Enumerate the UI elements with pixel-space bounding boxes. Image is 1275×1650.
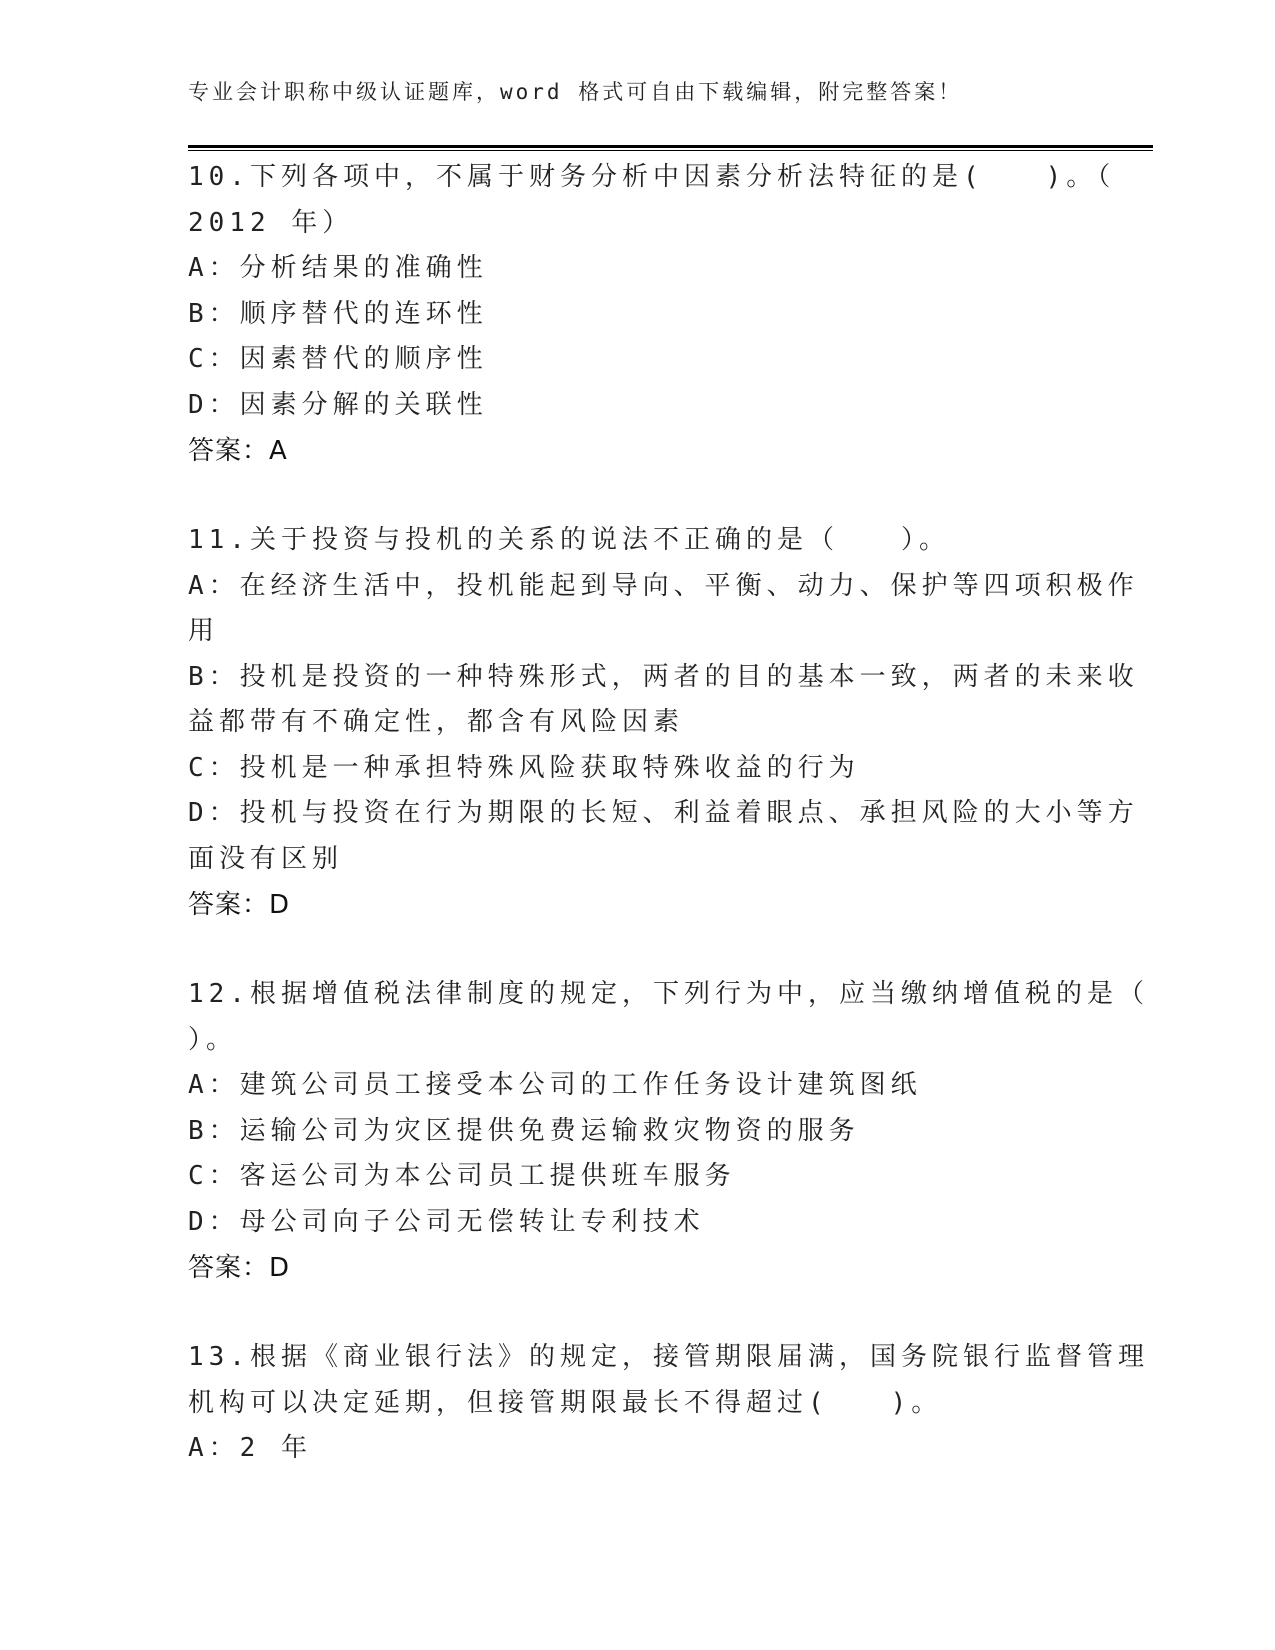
option-a: A：分析结果的准确性 — [188, 253, 488, 283]
option-b: B：顺序替代的连环性 — [188, 298, 488, 329]
question-stem-line: ）。 — [188, 1024, 238, 1055]
question-11 — [188, 518, 1139, 928]
question-stem-line: 10.下列各项中，不属于财务分析中因素分析法特征的是( )。（ — [188, 162, 1116, 192]
question-stem-line: 11.关于投资与投机的关系的说法不正确的是（ ）。 — [188, 525, 950, 555]
option-c: C：因素替代的顺序性 — [188, 344, 488, 374]
question-stem-line: 13.根据《商业银行法》的规定，接管期限届满，国务院银行监督管理 — [188, 1342, 1149, 1372]
answer: 答案：D — [188, 1253, 291, 1283]
header-rule-thin — [188, 150, 1153, 151]
question-13 — [188, 1335, 1149, 1472]
option-c: C：客运公司为本公司员工提供班车服务 — [188, 1161, 736, 1191]
question-stem-line: 2012 年） — [188, 207, 354, 238]
option-d-cont: 面没有区别 — [188, 843, 344, 874]
option-a: A：建筑公司员工接受本公司的工作任务设计建筑图纸 — [188, 1070, 922, 1100]
answer: 答案：A — [188, 436, 288, 466]
question-stem-line: 12.根据增值税法律制度的规定，下列行为中，应当缴纳增值税的是（ — [188, 979, 1149, 1009]
question-10 — [188, 155, 1116, 474]
question-12 — [188, 972, 1149, 1291]
header-rule-thick — [188, 145, 1153, 148]
question-list — [188, 155, 1149, 1516]
option-c: C：投机是一种承担特殊风险获取特殊收益的行为 — [188, 752, 860, 783]
page-header: 专业会计职称中级认证题库，word 格式可自由下载编辑，附完整答案！ — [188, 80, 963, 104]
option-b-cont: 益都带有不确定性，都含有风险因素 — [188, 707, 685, 737]
option-d: D：因素分解的关联性 — [188, 389, 488, 420]
option-a: A：在经济生活中，投机能起到导向、平衡、动力、保护等四项积极作 — [188, 570, 1139, 601]
option-b: B：运输公司为灾区提供免费运输救灾物资的服务 — [188, 1115, 860, 1146]
option-a: A：2 年 — [188, 1433, 312, 1463]
answer: 答案：D — [188, 890, 291, 920]
option-d: D：母公司向子公司无偿转让专利技术 — [188, 1206, 705, 1237]
question-stem-line: 机构可以决定延期，但接管期限最长不得超过( )。 — [188, 1387, 943, 1418]
option-d: D：投机与投资在行为期限的长短、利益着眼点、承担风险的大小等方 — [188, 798, 1139, 828]
option-b: B：投机是投资的一种特殊形式，两者的目的基本一致，两者的未来收 — [188, 661, 1139, 692]
option-a-cont: 用 — [188, 616, 220, 646]
